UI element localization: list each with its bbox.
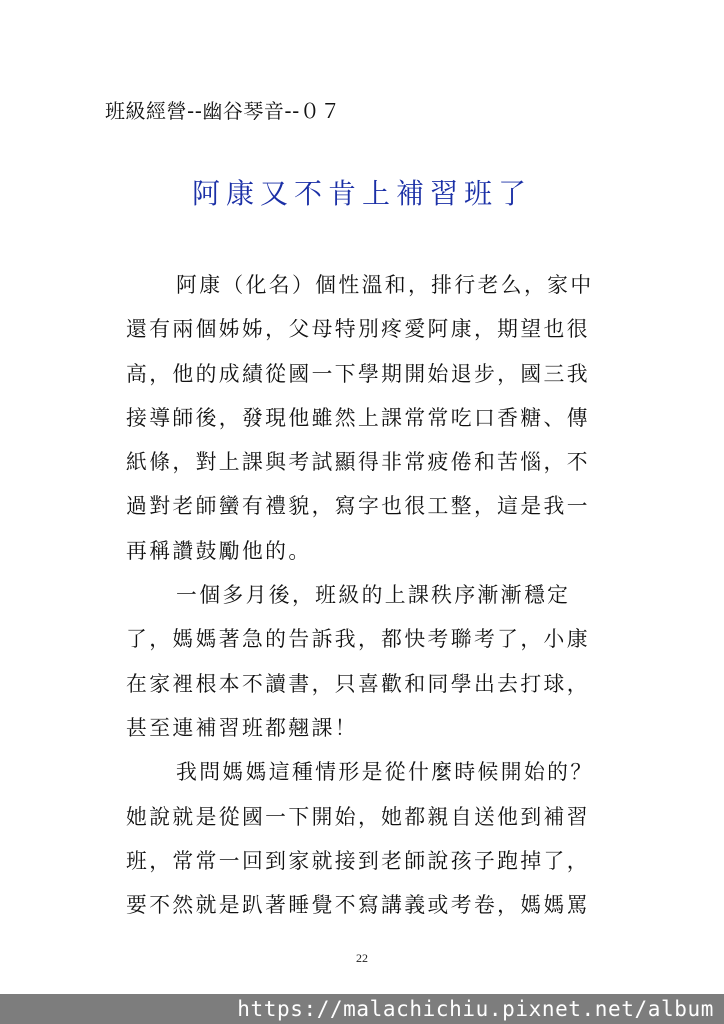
article-body (126, 263, 626, 927)
page-number: 22 (356, 951, 368, 965)
paragraph-1-line-4: 接導師後，發現他雖然上課常常吃口香糖、傳 (126, 405, 590, 430)
paragraph-2-line-1: 一個多月後，班級的上課秩序漸漸穩定 (176, 583, 571, 608)
paragraph-2-line-3: 在家裡根本不讀書，只喜歡和同學出去打球， (126, 671, 590, 696)
paragraph-2-line-2: 了，媽媽著急的告訴我，都快考聯考了，小康 (126, 627, 590, 652)
paragraph-1-line-5: 紙條，對上課與考試顯得非常疲倦和苦惱，不 (126, 450, 590, 475)
paragraph-3-line-4: 要不然就是趴著睡覺不寫講義或考卷，媽媽罵 (126, 893, 590, 918)
paragraph-1-line-2: 還有兩個姊姊，父母特別疼愛阿康，期望也很 (126, 317, 590, 342)
paragraph-3-line-2: 她說就是從國一下開始，她都親自送他到補習 (126, 804, 590, 829)
paragraph-2-line-4: 甚至連補習班都翹課！ (126, 715, 358, 740)
paragraph-3-line-3: 班，常常一回到家就接到老師說孩子跑掉了， (126, 848, 590, 873)
article-title: 阿康又不肯上補習班了 (191, 177, 532, 210)
paragraph-1-line-7: 再稱讚鼓勵他的。 (126, 538, 312, 563)
watermark-url: https://malachichiu.pixnet.net/album (237, 997, 714, 1021)
watermark-bar (0, 994, 724, 1024)
paragraph-3-line-1: 我問媽媽這種情形是從什麼時候開始的？ (176, 760, 594, 785)
paragraph-1-line-6: 過對老師蠻有禮貌，寫字也很工整，這是我一 (126, 494, 590, 519)
paragraph-1-line-3: 高，他的成績從國一下學期開始退步，國三我 (126, 361, 590, 386)
paragraph-1-line-1: 阿康（化名）個性溫和，排行老么，家中 (176, 273, 594, 297)
running-header: 班級經營--幽谷琴音--０７ (105, 99, 341, 123)
